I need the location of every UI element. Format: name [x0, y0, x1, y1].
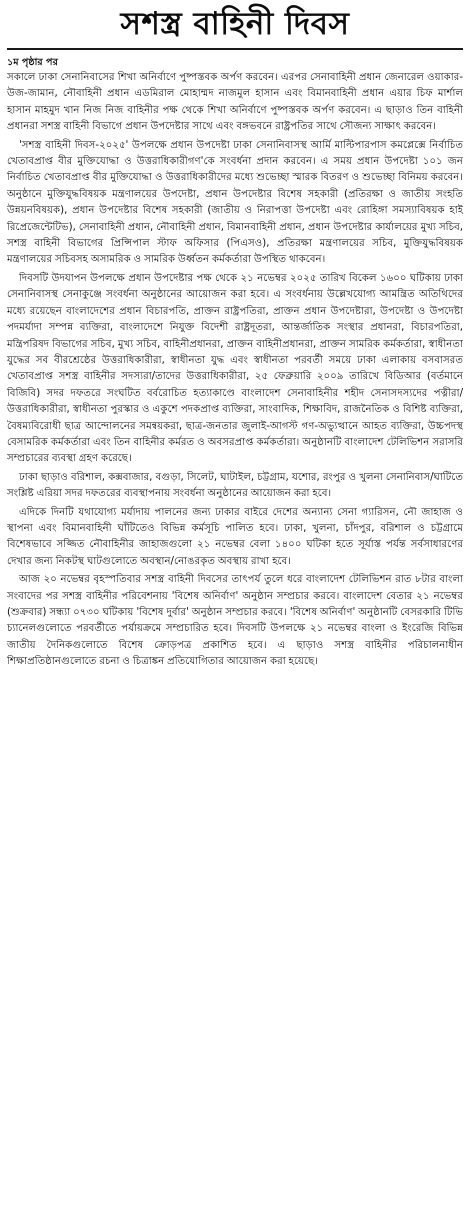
article-paragraph: ঢাকা ছাড়াও বরিশাল, কক্সবাজার, বগুড়া, সিলেট, ঘাটাইল, চট্টগ্রাম, যশোর, রংপুর ও খুলনা সেনানিবাস/ঘাটিতে সংশ্লিষ্ট এরিয়া সদর দফতরের ব্যবস্থাপনায় সংবর্ধনা অনুষ্ঠানের আয়োজন করা হবে। — [7, 471, 463, 500]
article-headline: সশস্ত্র বাহিনী দিবস — [120, 5, 350, 42]
article-paragraph: এদিকে দিনটি যথাযোগ্য মর্যাদায় পালনের জন্য ঢাকার বাইরে দেশের অন্যান্য সেনা গ্যারিসন, নৌ জাহাজ ও স্থাপনা এবং বিমানবাহিনী ঘাঁটিতেও বিভিন্ন কর্মসূচি পালিত হবে। ঢাকা, খুলনা, চাঁদপুর, বরিশাল ও চট্টগ্রামে বিশেষভাবে সজ্জিত নৌবাহিনীর জাহাজগুলো ২১ নভেম্বর বেলা ১৪০০ ঘটিকা হতে সূর্যাস্ত পর্যন্ত সর্বসাধারণের দেখার জন্য নিকটস্থ ঘাটগুলোতে অবস্থান/নোঙরকৃত অবস্থায় রাখা হবে। — [7, 506, 463, 567]
article-paragraph: সকালে ঢাকা সেনানিবাসের শিখা অনির্বাণে পুষ্পস্তবক অর্পণ করবেন। এরপর সেনাবাহিনী প্রধান জেনারেল ওয়াকার-উজ-জামান, নৌবাহিনী প্রধান এডমিরাল মোহাম্মদ নাজমুল হাসান এবং বিমানবাহিনী প্রধান এয়ার চিফ মার্শাল হাসান মাহমুদ খান নিজ নিজ বাহিনীর পক্ষ থেকে শিখা অনির্বাণে পুষ্পস্তবক অর্পণ করবেন। এ ছাড়াও তিন বাহিনী প্রধানরা সশস্ত্র বাহিনী বিভাগে প্রধান উপদেষ্টার সাথে এবং বঙ্গভবনে রাষ্ট্রপতির সাথে সৌজন্য সাক্ষাৎ করবেন। — [7, 72, 463, 133]
article-paragraph: দিবসটি উদযাপন উপলক্ষে প্রধান উপদেষ্টার পক্ষ থেকে ২১ নভেম্বর ২০২৫ তারিখ বিকেল ১৬০০ ঘটিকায় ঢাকা সেনানিবাসস্থ সেনাকুঞ্জে সংবর্ধনা অনুষ্ঠানের আয়োজন করা হবে। এ সংবর্ধনায় উল্লেখযোগ্য আমন্ত্রিত অতিথিদের মধ্যে রয়েছেন বাংলাদেশের প্রধান বিচারপতি, প্রাক্তন রাষ্ট্রপতিরা, প্রাক্তন প্রধান উপদেষ্টারা, উপদেষ্টা ও উপদেষ্টা পদমর্যাদা সম্পন্ন ব্যক্তিরা, বাংলাদেশে নিযুক্ত বিদেশী রাষ্ট্রদূতরা, আন্তর্জাতিক সংস্থার প্রধানরা, বিচারপতিরা, মন্ত্রিপরিষদ বিভাগের সচিব, মুখ্য সচিব, বাহিনীপ্রধানরা, প্রাক্তন বাহিনীপ্রধানরা, প্রাক্তন সামরিক কর্মকর্তারা, স্বাধীনতা যুদ্ধের সব বীরশ্রেষ্ঠের উত্তরাধিকারীরা, স্বাধীনতা যুদ্ধ এবং স্বাধীনতা পরবর্তী সময়ে ঢাকা এলাকায় বসবাসরত খেতাবপ্রাপ্ত সশস্ত্র বাহিনীর সদস্যরা/তাদের উত্তরাধিকারীরা, ২৫ ফেব্রুয়ারি ২০০৯ তারিখে বিডিআর (বর্তমানে বিজিবি) সদর দফতরে সংঘটিত বর্বরোচিত হত্যাকাণ্ডে বাংলাদেশ সেনাবাহিনীর শহীদ সেনাসদস্যদের পত্নীরা/উত্তরাধিকারীরা, স্বাধীনতা পুরস্কার ও একুশে পদকপ্রাপ্ত ব্যক্তিরা, সাংবাদিক, শিক্ষাবিদ, রাজনৈতিক ও বিশিষ্ট ব্যক্তিরা, বৈষম্যবিরোধী ছাত্র আন্দোলনের সমন্বয়করা, ছাত্র-জনতার জুলাই-আগস্ট গণ-অভ্যুত্থানে আহত ব্যক্তিরা, উচ্চপদস্থ বেসামরিক কর্মকর্তারা এবং তিন বাহিনীর কর্মরত ও অবসরপ্রাপ্ত কর্মকর্তারা। অনুষ্ঠানটি বাংলাদেশ টেলিভিশন সরাসরি সম্প্রচারের ব্যবস্থা গ্রহণ করেছে। — [7, 272, 464, 465]
continued-from-label: ১ম পৃষ্ঠার পর — [7, 57, 58, 68]
article-body — [7, 70, 463, 671]
article-paragraph: আজ ২০ নভেম্বর বৃহস্পতিবার সশস্ত্র বাহিনী দিবসের তাৎপর্য তুলে ধরে বাংলাদেশ টেলিভিশন রাত ৮টার বাংলা সংবাদের পর সশস্ত্র বাহিনীর পরিবেশনায় 'বিশেষ অনির্বাণ' অনুষ্ঠান সম্প্রচার করবে। বাংলাদেশ বেতার ২১ নভেম্বর (শুক্রবার) সন্ধ্যা ০৭৩০ ঘটিকায় 'বিশেষ দুর্বার' অনুষ্ঠান সম্প্রচার করবে। 'বিশেষ অনির্বাণ' অনুষ্ঠানটি বেসরকারি টিভি চ্যানেলগুলোতে পরবর্তীতে পর্যায়ক্রমে সম্প্রচারিত হবে। দিবসটি উপলক্ষে ২১ নভেম্বর বাংলা ও ইংরেজি বিভিন্ন জাতীয় দৈনিকগুলোতে বিশেষ ক্রোড়পত্র প্রকাশিত হবে। এ ছাড়াও সশস্ত্র বাহিনীর পরিচালনাধীন শিক্ষাপ্রতিষ্ঠানগুলোতে রচনা ও চিত্রাঙ্কন প্রতিযোগিতার আয়োজন করা হয়েছে। — [7, 574, 463, 668]
article-paragraph: 'সশস্ত্র বাহিনী দিবস-২০২৫' উপলক্ষে প্রধান উপদেষ্টা ঢাকা সেনানিবাসস্থ আর্মি মাল্টিপারপাস কমপ্লেক্সে নির্বাচিত খেতাবপ্রাপ্ত বীর মুক্তিযোদ্ধা ও উত্তরাধিকারীগণ'কে সংবর্ধনা প্রদান করবেন। এ সময় প্রধান উপদেষ্টা ১০১ জন নির্বাচিত খেতাবপ্রাপ্ত বীর মুক্তিযোদ্ধা ও উত্তরাধিকারীদের মধ্যে শুভেচ্ছা স্মারক বিতরণ ও শুভেচ্ছা বিনিময় করবেন। অনুষ্ঠানে মুক্তিযুদ্ধবিষয়ক মন্ত্রণালয়ের উপদেষ্টা, প্রধান উপদেষ্টার বিশেষ সহকারী (প্রতিরক্ষা ও জাতীয় সংহতি উন্নয়নবিষয়ক), প্রধান উপদেষ্টার বিশেষ সহকারী (জাতীয় ও নিরাপত্তা উপদেষ্টা এবং রোহিঙ্গা সমস্যাবিষয়ক হাই রিপ্রেজেন্টেটিভ), সেনাবাহিনী প্রধান, নৌবাহিনী প্রধান, বিমানবাহিনী প্রধান, প্রধান উপদেষ্টার কার্যালয়ের মুখ্য সচিব, সশস্ত্র বাহিনী বিভাগের প্রিন্সিপাল স্টাফ অফিসার (পিএসও), প্রতিরক্ষা মন্ত্রণালয়ের সচিব, মুক্তিযুদ্ধবিষয়ক মন্ত্রণালয়ের সচিবসহ অসামরিক ও সামরিক উর্ধ্বতন কর্মকর্তারা উপস্থিত থাকবেন। — [7, 139, 463, 266]
headline-banner — [7, 0, 463, 50]
